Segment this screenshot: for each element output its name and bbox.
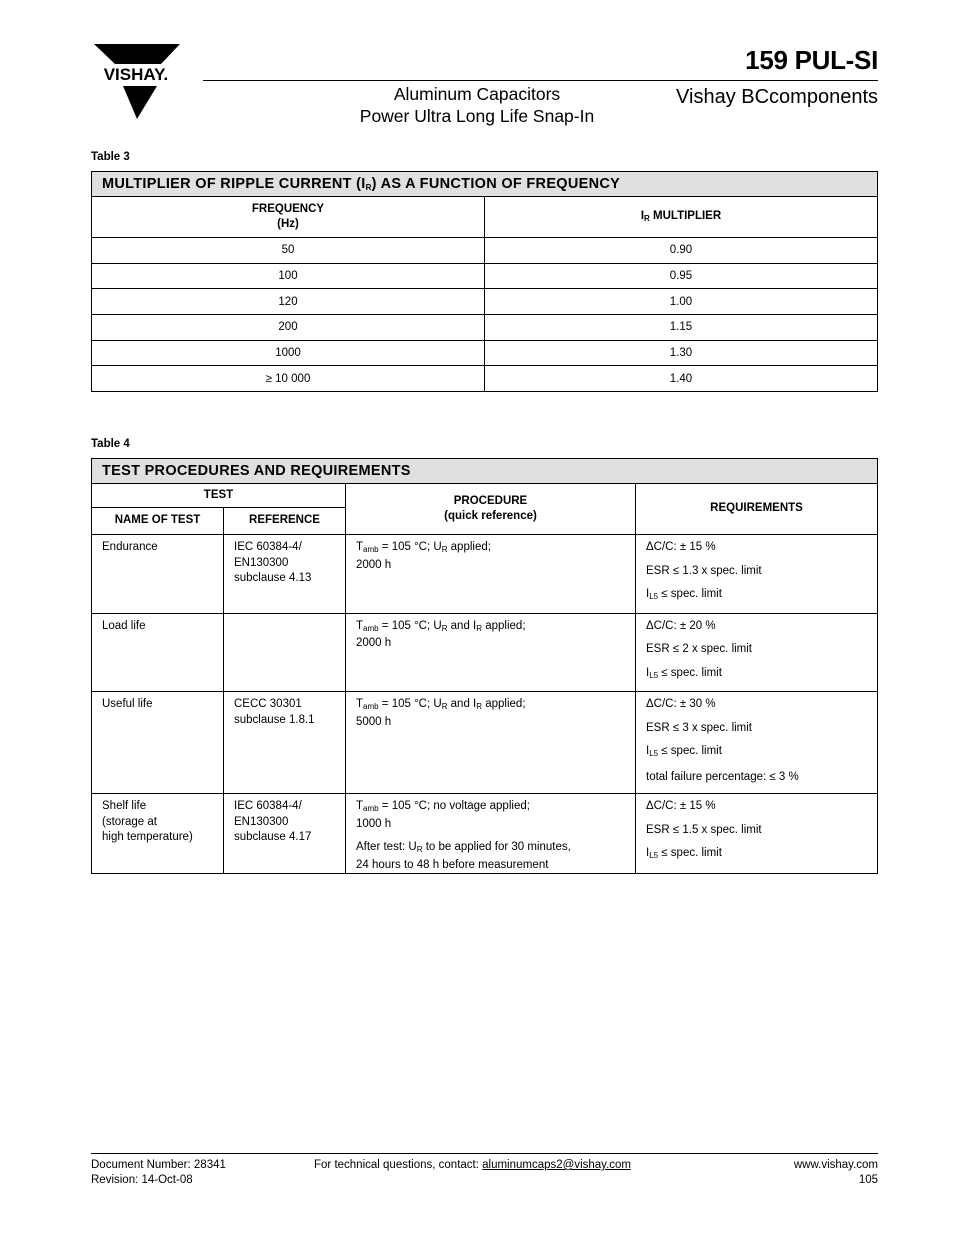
frequency-cell: ≥ 10 000 [92,366,485,392]
frequency-cell: 200 [92,315,485,341]
requirements-cell: ΔC/C: ± 30 % ESR ≤ 3 x spec. limit $I_{L5}$ ≤ spec. limit total failure percentage: ≤ 3 % [636,692,878,794]
table-row [92,535,878,614]
page-number: 105 [858,1174,878,1186]
table-row [92,613,878,692]
test-name-cell: Load life [92,613,224,692]
table4-title: TEST PROCEDURES AND REQUIREMENTS [92,459,878,484]
name-of-test-header: NAME OF TEST [92,508,224,535]
table4-label: Table 4 [91,438,130,450]
test-name-cell: Shelf life (storage at high temperature) [92,794,224,874]
frequency-cell: 50 [92,238,485,264]
subtitle-line-1: Aluminum Capacitors [393,84,561,104]
document-number: Document Number: 28341 [91,1159,226,1171]
table-row [92,340,878,366]
requirements-cell: ΔC/C: ± 15 % ESR ≤ 1.5 x spec. limit $I_{L5}$ ≤ spec. limit [636,794,878,874]
procedure-cell: $T_{amb} = 105$ °C; $U_R$ and $I_R$ applied; 5000 h [346,692,636,794]
multiplier-cell: 1.15 [485,315,878,341]
company-name: Vishay BCcomponents [676,86,878,108]
procedure-cell: $T_{amb} = 105$ °C; $U_R$ and $I_R$ applied; 2000 h [346,613,636,692]
subtitle-line-2: Power Ultra Long Life Snap-In [359,106,595,126]
requirements-cell: ΔC/C: ± 15 % ESR ≤ 1.3 x spec. limit $I_{L5}$ ≤ spec. limit [636,535,878,614]
header-rule [203,80,878,81]
reference-cell: CECC 30301 subclause 1.8.1 [224,692,346,794]
frequency-cell: 120 [92,289,485,315]
requirements-header: REQUIREMENTS [636,484,878,535]
logo-wordmark: VISHAY. [103,65,169,84]
footer-doc-info [91,1158,226,1188]
multiplier-cell: 1.40 [485,366,878,392]
table-row [92,315,878,341]
product-subtitle [330,83,624,127]
multiplier-cell: 0.95 [485,263,878,289]
vishay-logo [89,44,183,120]
multiplier-header: $I_R$ MULTIPLIER [485,197,878,238]
test-procedures-table [91,458,878,874]
contact-email-link[interactable]: aluminumcaps2@vishay.com [482,1159,632,1171]
table3-title: MULTIPLIER OF RIPPLE CURRENT $(I_R)$ AS A FUNCTION OF FREQUENCY [92,172,878,197]
reference-cell: IEC 60384-4/ EN130300 subclause 4.17 [224,794,346,874]
table-row [92,238,878,264]
multiplier-cell: 1.30 [485,340,878,366]
revision-date: Revision: 14-Oct-08 [91,1174,193,1186]
test-name-cell: Useful life [92,692,224,794]
reference-cell [224,613,346,692]
test-name-cell: Endurance [92,535,224,614]
multiplier-cell: 0.90 [485,238,878,264]
table-row [92,263,878,289]
frequency-header: FREQUENCY (Hz) [92,197,485,238]
table-row [92,794,878,874]
table-row [92,692,878,794]
footer-site-info [794,1158,878,1188]
reference-header: REFERENCE [224,508,346,535]
contact-label: For technical questions, contact: [314,1159,483,1171]
website-link[interactable]: www.vishay.com [793,1159,878,1171]
multiplier-cell: 1.00 [485,289,878,315]
table3-label: Table 3 [91,151,130,163]
doc-title: 159 PUL-SI [745,45,878,75]
ripple-multiplier-table [91,171,878,392]
procedure-cell: $T_{amb} = 105$ °C; $U_R$ applied; 2000 h [346,535,636,614]
footer-contact [314,1158,631,1173]
test-header: TEST [92,484,346,508]
procedure-header: PROCEDURE (quick reference) [346,484,636,535]
table-row [92,366,878,392]
frequency-cell: 1000 [92,340,485,366]
footer-rule [91,1153,878,1154]
reference-cell: IEC 60384-4/ EN130300 subclause 4.13 [224,535,346,614]
procedure-cell: $T_{amb} = 105$ °C; no voltage applied; 1000 h After test: $U_R$ to be applied for 30 minutes, 24 hours to 48 h before measurement [346,794,636,874]
requirements-cell: ΔC/C: ± 20 % ESR ≤ 2 x spec. limit $I_{L5}$ ≤ spec. limit [636,613,878,692]
table-row [92,289,878,315]
frequency-cell: 100 [92,263,485,289]
